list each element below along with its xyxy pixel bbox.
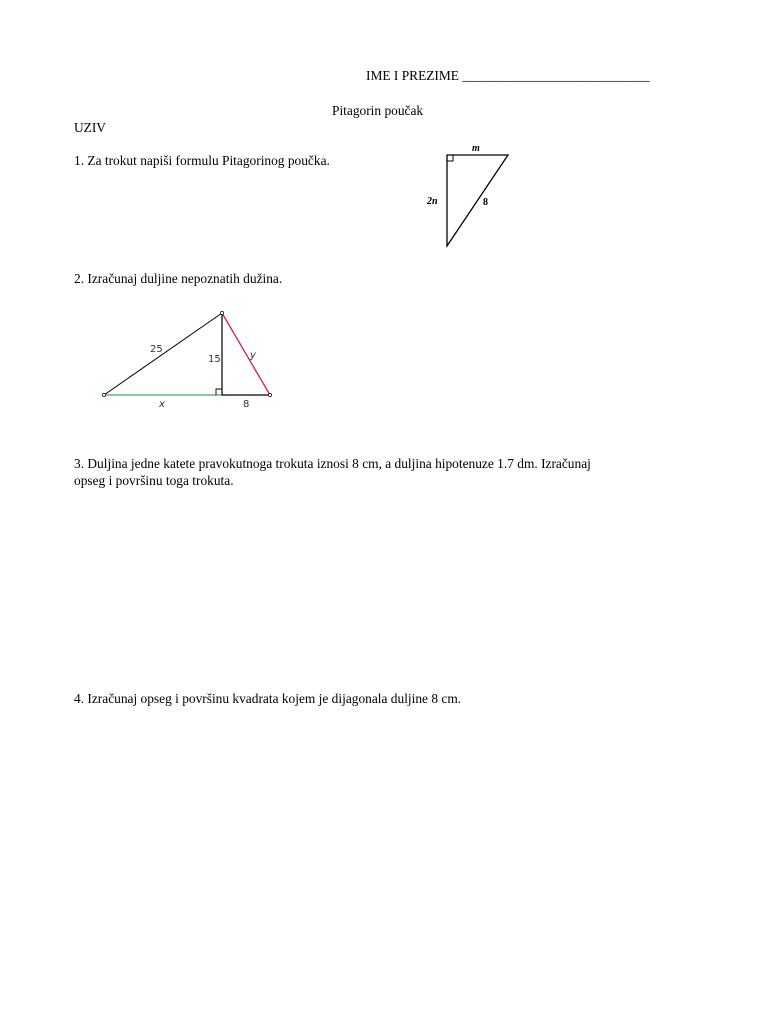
vertex-b — [220, 311, 223, 314]
vertex-c — [268, 393, 271, 396]
triangle-1-shape — [447, 155, 508, 246]
right-angle-marker-2 — [216, 389, 222, 395]
question-1: 1. Za trokut napiši formulu Pitagorinog poučka. — [74, 153, 330, 168]
triangle-1-outline — [447, 155, 508, 246]
label-15: 15 — [208, 354, 221, 365]
label-25: 25 — [150, 344, 163, 355]
label-8: 8 — [483, 197, 488, 208]
question-2: 2. Izračunaj duljine nepoznatih dužina. — [74, 271, 283, 286]
vertex-a — [102, 393, 105, 396]
figure-1-triangle — [420, 140, 520, 252]
hypotenuse-left — [104, 313, 222, 395]
question-3-line-2: opseg i površinu toga trokuta. — [74, 473, 234, 488]
right-angle-marker-1 — [447, 155, 453, 161]
label-m: m — [472, 143, 480, 154]
label-2n: 2n — [427, 196, 438, 207]
question-3-line-1: 3. Duljina jedne katete pravokutnoga trokuta iznosi 8 cm, a duljina hipotenuze 1.7 dm. Izračunaj — [74, 456, 591, 471]
question-4: 4. Izračunaj opseg i površinu kvadrata kojem je dijagonala duljine 8 cm. — [74, 691, 462, 706]
name-line: IME I PREZIME ____________________________ — [366, 68, 650, 83]
uziv-label: UZIV — [74, 120, 106, 135]
page-title: Pitagorin poučak — [332, 103, 424, 118]
hypotenuse-right — [222, 313, 270, 395]
label-8-base: 8 — [243, 399, 250, 410]
figure-2-triangle — [95, 298, 285, 410]
label-x: x — [159, 399, 165, 410]
label-y: y — [250, 350, 256, 361]
